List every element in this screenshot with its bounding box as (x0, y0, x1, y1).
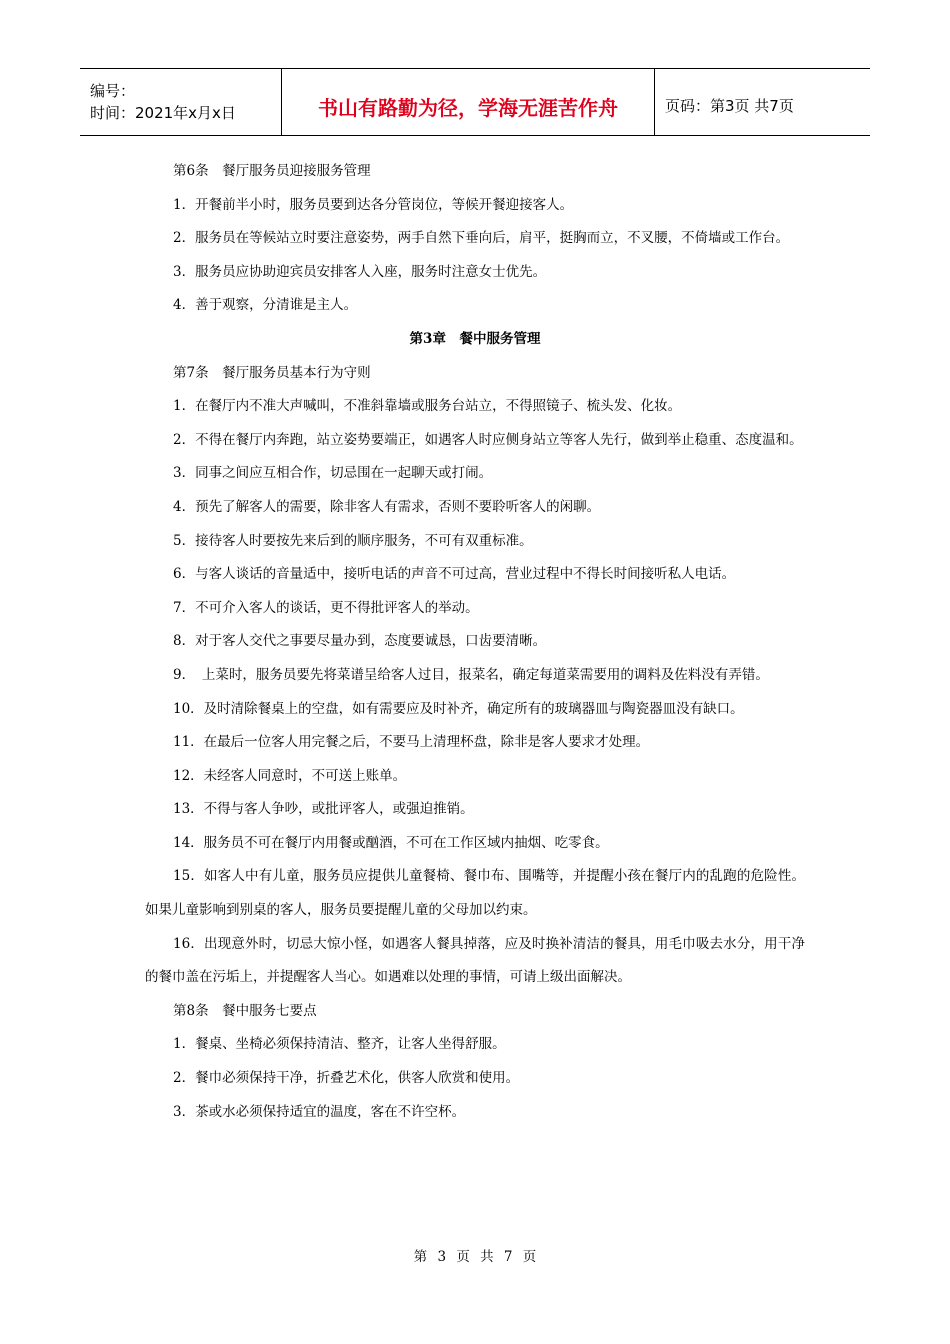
article-8-title: 第8条 餐中服务七要点 (173, 1002, 317, 1019)
motto-text: 书山有路勤为径，学海无涯苦作舟 (318, 95, 618, 120)
article-7-item-6: 6．与客人谈话的音量适中，接听电话的声音不可过高，营业过程中不得长时间接听私人电话。 (173, 566, 736, 583)
article-6-item-4: 4．善于观察，分清谁是主人。 (173, 297, 358, 314)
article-7-item-16: 16．出现意外时，切忌大惊小怪，如遇客人餐具掉落，应及时换补清洁的餐具，用毛巾吸去水分，用干净的餐巾盖在污垢上，并提醒客人当心。如遇难以处理的事情，可请上级出面解决。 (145, 935, 805, 986)
chapter-3-heading: 第3章 餐中服务管理 (409, 330, 541, 347)
article-8-item-3: 3．茶或水必须保持适宜的温度，客在不许空杯。 (173, 1103, 466, 1120)
article-6-title: 第6条 餐厅服务员迎接服务管理 (173, 163, 371, 179)
article-8-item-2: 2．餐巾必须保持干净，折叠艺术化，供客人欣赏和使用。 (173, 1070, 520, 1087)
article-7-item-11: 11．在最后一位客人用完餐之后，不要马上清理杯盘，除非是客人要求才处理。 (173, 734, 650, 751)
article-7-item-4: 4．预先了解客人的需要，除非客人有需求，否则不要聆听客人的闲聊。 (173, 498, 601, 515)
article-7-title: 第7条 餐厅服务员基本行为守则 (173, 364, 371, 381)
article-7-item-5: 5．接待客人时要按先来后到的顺序服务，不可有双重标准。 (173, 532, 533, 549)
article-7-item-14: 14．服务员不可在餐厅内用餐或酗酒，不可在工作区域内抽烟、吃零食。 (173, 834, 609, 851)
doc-date-label: 时间：2021年x月x日 (90, 104, 236, 122)
header-page-info (655, 69, 870, 135)
article-7-item-8: 8．对于客人交代之事要尽量办到，态度要诚恳，口齿要清晰。 (173, 633, 547, 650)
page-footer: 第 3 页 共 7 页 (413, 1249, 537, 1265)
article-7-item-10: 10．及时清除餐桌上的空盘，如有需要应及时补齐，确定所有的玻璃器皿与陶瓷器皿没有缺口。 (173, 700, 744, 717)
article-7-item-1: 1．在餐厅内不准大声喊叫，不准斜靠墙或服务台站立，不得照镜子、梳头发、化妆。 (173, 398, 682, 415)
article-7-item-9: 9． 上菜时，服务员要先将菜谱呈给客人过目，报菜名，确定每道菜需要用的调料及佐料没有弄错。 (173, 666, 769, 683)
article-7-item-15: 15．如客人中有儿童，服务员应提供儿童餐椅、餐巾布、围嘴等，并提醒小孩在餐厅内的乱跑的危险性。如果儿童影响到别桌的客人，服务员要提醒儿童的父母加以约束。 (145, 868, 805, 919)
article-7-item-3: 3．同事之间应互相合作，切忌围在一起聊天或打闹。 (173, 465, 493, 482)
header-meta (80, 69, 282, 135)
page-info-text: 页码：第3页 共7页 (665, 96, 794, 115)
document-body (145, 155, 805, 1129)
article-6-item-3: 3．服务员应协助迎宾员安排客人入座，服务时注意女士优先。 (173, 263, 547, 280)
article-7-item-13: 13．不得与客人争吵，或批评客人，或强迫推销。 (173, 801, 474, 818)
article-7-item-2: 2．不得在餐厅内奔跑，站立姿势要端正，如遇客人时应侧身站立等客人先行，做到举止稳重、态度温和。 (173, 431, 803, 448)
page-header (80, 68, 870, 136)
header-motto (282, 69, 655, 135)
article-7-item-7: 7．不可介入客人的谈话，更不得批评客人的举动。 (173, 599, 479, 616)
article-8-item-1: 1．餐桌、坐椅必须保持清洁、整齐，让客人坐得舒服。 (173, 1036, 506, 1053)
doc-code-label: 编号： (90, 82, 136, 100)
article-7-item-12: 12．未经客人同意时，不可送上账单。 (173, 767, 407, 784)
article-6-item-2: 2．服务员在等候站立时要注意姿势，两手自然下垂向后，肩平，挺胸而立，不叉腰，不倚墙或工作台。 (173, 230, 790, 247)
article-6-item-1: 1．开餐前半小时，服务员要到达各分管岗位，等候开餐迎接客人。 (173, 196, 574, 213)
